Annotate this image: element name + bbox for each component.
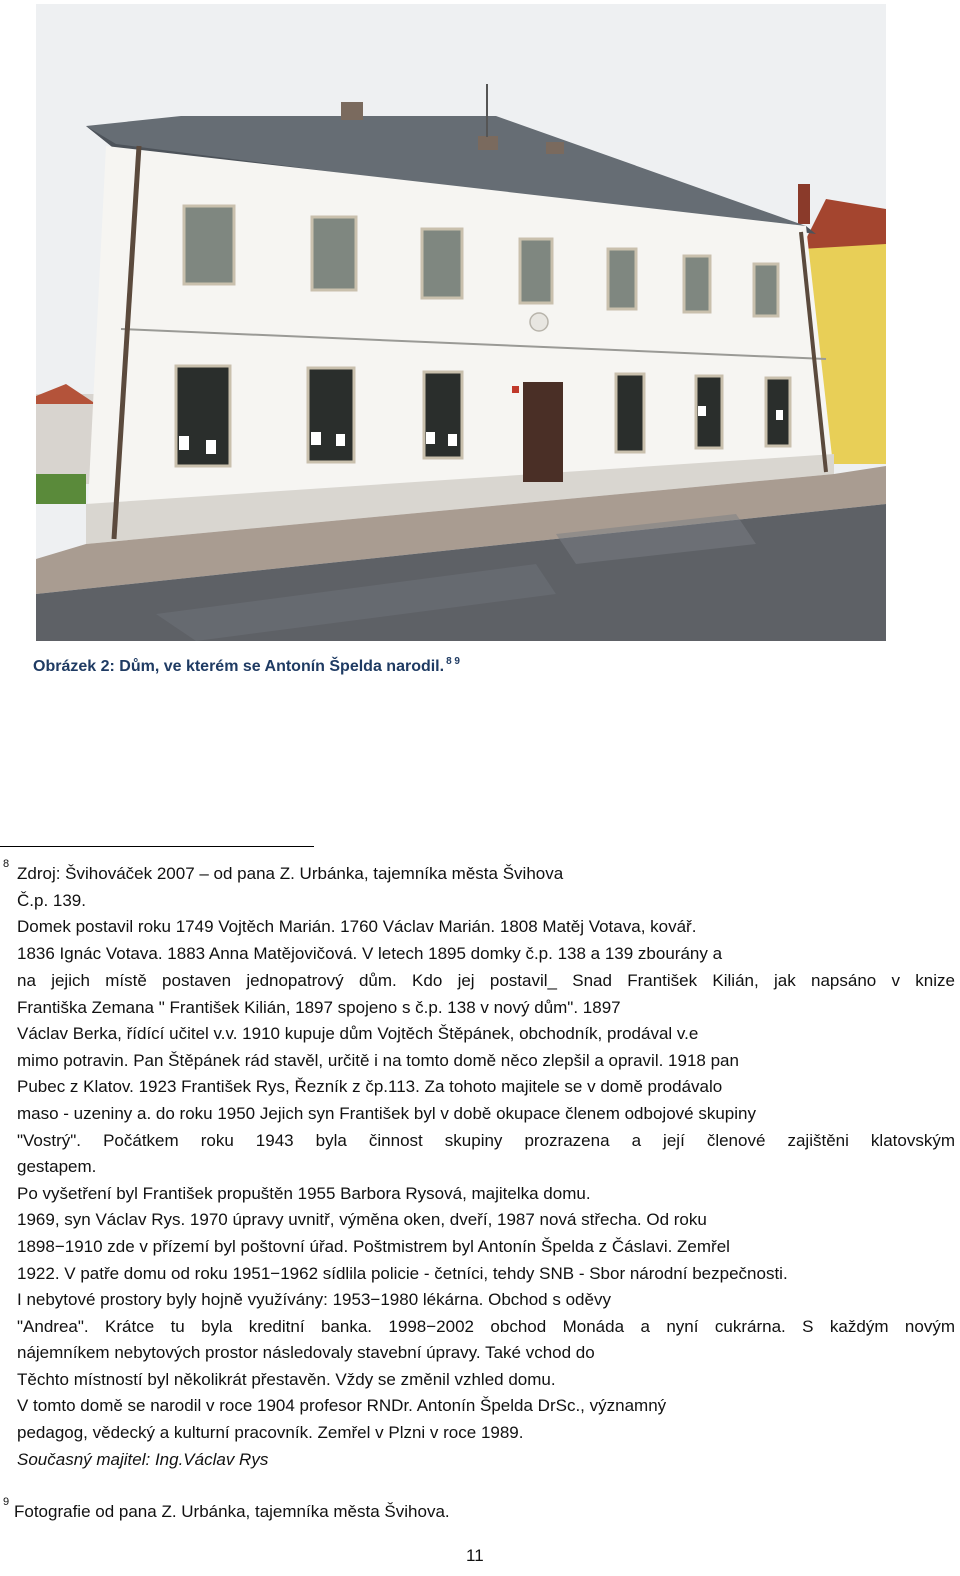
- house-photo: [36, 4, 886, 641]
- footnote-8-line: "Vostrý". Počátkem roku 1943 byla činnost skupiny prozrazena a její členové zajištěni klatovským: [17, 1131, 955, 1150]
- footnote-8-line: 1898−1910 zde v přízemí byl poštovní úřad. Poštmistrem byl Antonín Špelda z Čáslavi. Zemřel: [17, 1237, 730, 1256]
- page-number: 11: [466, 1546, 484, 1565]
- footnote-8-line: Zdroj: Švihováček 2007 – od pana Z. Urbánka, tajemníka města Švihova: [17, 864, 564, 883]
- footnote-9-mark: 9: [3, 1496, 10, 1508]
- house-illustration: [36, 4, 886, 641]
- footnote-8-line: gestapem.: [17, 1157, 97, 1176]
- footnote-9-text: Fotografie od pana Z. Urbánka, tajemníka města Švihova.: [14, 1502, 450, 1521]
- footnote-8-line: maso - uzeniny a. do roku 1950 Jejich syn František byl v době okupace členem odbojové skupiny: [17, 1104, 756, 1123]
- footnote-8-line: "Andrea". Krátce tu byla kreditní banka. 1998−2002 obchod Monáda a nyní cukrárna. S každým novým: [17, 1317, 955, 1336]
- footnote-8-line: V tomto domě se narodil v roce 1904 profesor RNDr. Antonín Špelda DrSc., významný: [17, 1396, 667, 1415]
- footnote-8-line: I nebytové prostory byly hojně využívány: 1953−1980 lékárna. Obchod s oděvy: [17, 1290, 611, 1309]
- footnote-8-line: 1969, syn Václav Rys. 1970 úpravy uvnitř, výměna oken, dveří, 1987 nová střecha. Od roku: [17, 1210, 707, 1229]
- figure-caption: [33, 656, 460, 676]
- footnote-8-line: nájemníkem nebytových prostor následovaly stavební úpravy. Také vchod do: [17, 1343, 595, 1362]
- figure-caption-text: Obrázek 2: Dům, ve kterém se Antonín Špelda narodil.: [33, 658, 445, 675]
- footnote-8-mark: 8: [3, 858, 10, 870]
- footnote-8-line: Pubec z Klatov. 1923 František Rys, Řezník z čp.113. Za tohoto majitele se v domě prodávalo: [17, 1077, 723, 1096]
- figure-caption-refs: 8 9: [446, 656, 460, 667]
- footnote-8-line: pedagog, vědecký a kulturní pracovník. Zemřel v Plzni v roce 1989.: [17, 1423, 524, 1442]
- footnote-separator: [0, 846, 314, 847]
- footnote-8-line: na jejich místě postaven jednopatrový dům. Kdo jej postavil_ Snad František Kilián, jak napsáno v knize: [17, 971, 955, 990]
- footnote-8-line: mimo potravin. Pan Štěpánek rád stavěl, určitě i na tomto domě něco zlepšil a opravil. 1918 pan: [17, 1051, 739, 1070]
- footnote-8-line: Č.p. 139.: [17, 891, 86, 910]
- footnote-8-line-current-owner: Současný majitel: Ing.Václav Rys: [17, 1450, 269, 1469]
- footnote-8-line: 1836 Ignác Votava. 1883 Anna Matějovičová. V letech 1895 domky č.p. 138 a 139 zbourány a: [17, 944, 723, 963]
- footnote-8-line: Františka Zemana " František Kilián, 1897 spojeno s č.p. 138 v nový dům". 1897: [17, 998, 621, 1017]
- footnote-8-line: Těchto místností byl několikrát přestavěn. Vždy se změnil vzhled domu.: [17, 1370, 556, 1389]
- footnote-8-line: Václav Berka, řídící učitel v.v. 1910 kupuje dům Vojtěch Štěpánek, obchodník, prodával v.e: [17, 1024, 699, 1043]
- footnote-8-line: Domek postavil roku 1749 Vojtěch Marián. 1760 Václav Marián. 1808 Matěj Votava, kovář.: [17, 917, 697, 936]
- footnote-8-line: 1922. V patře domu od roku 1951−1962 sídlila policie - četníci, tehdy SNB - Sbor národní bezpečnosti.: [17, 1264, 788, 1283]
- footnote-8-line: Po vyšetření byl František propuštěn 1955 Barbora Rysová, majitelka domu.: [17, 1184, 591, 1203]
